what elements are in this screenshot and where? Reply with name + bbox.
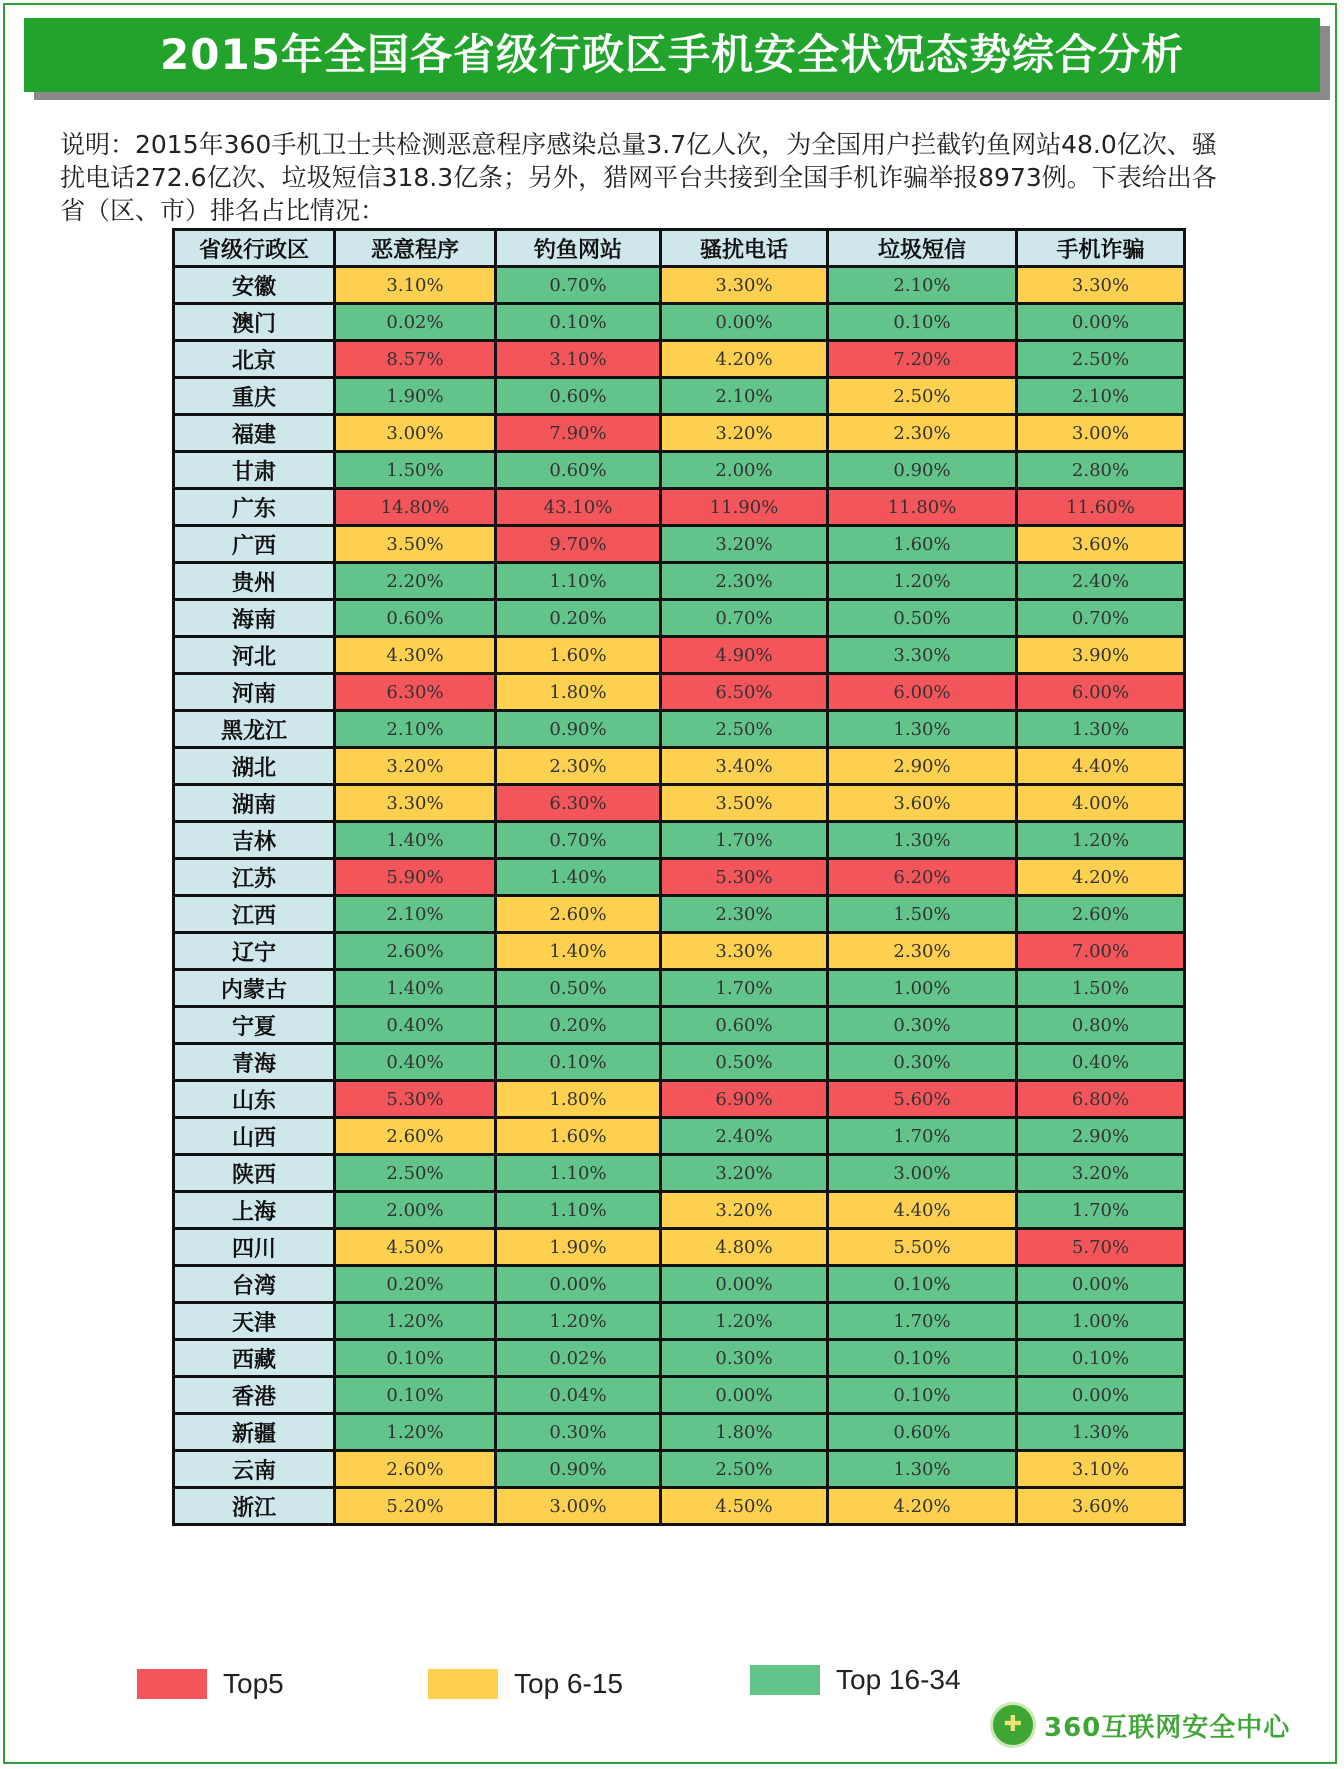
value-cell: 0.50% <box>828 600 1017 637</box>
value-cell: 4.20% <box>828 1488 1017 1525</box>
value-cell: 3.40% <box>661 748 828 785</box>
value-cell: 9.70% <box>496 526 661 563</box>
value-cell: 5.50% <box>828 1229 1017 1266</box>
value-cell: 4.20% <box>661 341 828 378</box>
province-name: 吉林 <box>174 822 335 859</box>
value-cell: 4.80% <box>661 1229 828 1266</box>
value-cell: 1.40% <box>496 933 661 970</box>
value-cell: 0.80% <box>1017 1007 1185 1044</box>
value-cell: 0.00% <box>1017 304 1185 341</box>
province-name: 台湾 <box>174 1266 335 1303</box>
value-cell: 3.20% <box>1017 1155 1185 1192</box>
province-name: 山东 <box>174 1081 335 1118</box>
value-cell: 0.60% <box>661 1007 828 1044</box>
value-cell: 5.30% <box>335 1081 496 1118</box>
table-row <box>174 1044 1185 1081</box>
value-cell: 4.20% <box>1017 859 1185 896</box>
value-cell: 4.00% <box>1017 785 1185 822</box>
value-cell: 2.30% <box>496 748 661 785</box>
value-cell: 0.30% <box>661 1340 828 1377</box>
value-cell: 2.60% <box>335 1451 496 1488</box>
value-cell: 0.90% <box>496 1451 661 1488</box>
table-row <box>174 970 1185 1007</box>
table-row <box>174 1488 1185 1525</box>
table-row <box>174 378 1185 415</box>
value-cell: 0.10% <box>828 1340 1017 1377</box>
value-cell: 0.10% <box>335 1377 496 1414</box>
value-cell: 14.80% <box>335 489 496 526</box>
province-name: 广西 <box>174 526 335 563</box>
value-cell: 1.20% <box>661 1303 828 1340</box>
table-row <box>174 1303 1185 1340</box>
value-cell: 1.80% <box>496 1081 661 1118</box>
province-name: 澳门 <box>174 304 335 341</box>
value-cell: 1.10% <box>496 1155 661 1192</box>
value-cell: 6.20% <box>828 859 1017 896</box>
table-row <box>174 489 1185 526</box>
value-cell: 0.00% <box>661 1266 828 1303</box>
value-cell: 3.90% <box>1017 637 1185 674</box>
table-row <box>174 822 1185 859</box>
value-cell: 3.10% <box>1017 1451 1185 1488</box>
value-cell: 3.10% <box>496 341 661 378</box>
value-cell: 2.60% <box>335 1118 496 1155</box>
table-row <box>174 1192 1185 1229</box>
value-cell: 3.60% <box>1017 526 1185 563</box>
table-row <box>174 563 1185 600</box>
page-title: 2015年全国各省级行政区手机安全状况态势综合分析 <box>160 30 1184 79</box>
header-spam-sms: 垃圾短信 <box>828 230 1017 267</box>
province-name: 新疆 <box>174 1414 335 1451</box>
table-row <box>174 600 1185 637</box>
value-cell: 1.70% <box>1017 1192 1185 1229</box>
value-cell: 6.80% <box>1017 1081 1185 1118</box>
table-row <box>174 452 1185 489</box>
value-cell: 2.10% <box>1017 378 1185 415</box>
value-cell: 1.30% <box>828 1451 1017 1488</box>
value-cell: 7.00% <box>1017 933 1185 970</box>
value-cell: 0.50% <box>661 1044 828 1081</box>
value-cell: 0.90% <box>828 452 1017 489</box>
header-malware: 恶意程序 <box>335 230 496 267</box>
brand-logo <box>990 1702 1290 1748</box>
value-cell: 2.50% <box>661 1451 828 1488</box>
table-row <box>174 304 1185 341</box>
value-cell: 2.10% <box>335 896 496 933</box>
table-row <box>174 1414 1185 1451</box>
province-name: 安徽 <box>174 267 335 304</box>
value-cell: 6.00% <box>1017 674 1185 711</box>
value-cell: 0.10% <box>828 1377 1017 1414</box>
value-cell: 0.50% <box>496 970 661 1007</box>
value-cell: 3.20% <box>661 1192 828 1229</box>
value-cell: 3.30% <box>335 785 496 822</box>
table-row <box>174 1340 1185 1377</box>
value-cell: 2.40% <box>1017 563 1185 600</box>
value-cell: 1.30% <box>828 711 1017 748</box>
province-name: 西藏 <box>174 1340 335 1377</box>
value-cell: 0.70% <box>1017 600 1185 637</box>
province-name: 内蒙古 <box>174 970 335 1007</box>
value-cell: 3.00% <box>496 1488 661 1525</box>
value-cell: 1.70% <box>828 1303 1017 1340</box>
value-cell: 0.10% <box>1017 1340 1185 1377</box>
value-cell: 1.20% <box>335 1303 496 1340</box>
value-cell: 0.60% <box>335 600 496 637</box>
province-name: 江苏 <box>174 859 335 896</box>
province-name: 黑龙江 <box>174 711 335 748</box>
value-cell: 0.60% <box>496 452 661 489</box>
value-cell: 1.00% <box>828 970 1017 1007</box>
value-cell: 0.00% <box>1017 1266 1185 1303</box>
value-cell: 11.90% <box>661 489 828 526</box>
description-line: 省（区、市）排名占比情况： <box>60 196 386 225</box>
province-name: 天津 <box>174 1303 335 1340</box>
description-line: 说明：2015年360手机卫士共检测恶意程序感染总量3.7亿人次，为全国用户拦截钓鱼网站48.0亿次、骚 <box>60 130 1217 159</box>
value-cell: 2.30% <box>661 896 828 933</box>
value-cell: 1.40% <box>335 970 496 1007</box>
value-cell: 0.60% <box>496 378 661 415</box>
value-cell: 5.30% <box>661 859 828 896</box>
value-cell: 0.20% <box>335 1266 496 1303</box>
value-cell: 1.50% <box>828 896 1017 933</box>
value-cell: 5.70% <box>1017 1229 1185 1266</box>
province-security-table <box>172 228 1186 1526</box>
table-row <box>174 1007 1185 1044</box>
value-cell: 6.30% <box>335 674 496 711</box>
value-cell: 3.50% <box>335 526 496 563</box>
value-cell: 0.30% <box>496 1414 661 1451</box>
description-line: 扰电话272.6亿次、垃圾短信318.3亿条；另外，猎网平台共接到全国手机诈骗举报8973例。下表给出各 <box>60 163 1217 192</box>
value-cell: 4.90% <box>661 637 828 674</box>
value-cell: 1.70% <box>661 970 828 1007</box>
value-cell: 7.20% <box>828 341 1017 378</box>
province-name: 河北 <box>174 637 335 674</box>
legend-top16-34 <box>750 1664 961 1696</box>
value-cell: 4.50% <box>661 1488 828 1525</box>
value-cell: 3.00% <box>828 1155 1017 1192</box>
table-row <box>174 637 1185 674</box>
value-cell: 1.30% <box>828 822 1017 859</box>
value-cell: 1.60% <box>496 637 661 674</box>
province-name: 河南 <box>174 674 335 711</box>
value-cell: 1.40% <box>496 859 661 896</box>
value-cell: 3.60% <box>1017 1488 1185 1525</box>
table-row <box>174 1155 1185 1192</box>
value-cell: 4.40% <box>828 1192 1017 1229</box>
value-cell: 0.00% <box>1017 1377 1185 1414</box>
value-cell: 7.90% <box>496 415 661 452</box>
legend-swatch-red <box>137 1669 207 1699</box>
value-cell: 2.60% <box>1017 896 1185 933</box>
value-cell: 0.04% <box>496 1377 661 1414</box>
legend-top6-15 <box>428 1668 623 1700</box>
header-phone-fraud: 手机诈骗 <box>1017 230 1185 267</box>
value-cell: 3.30% <box>661 267 828 304</box>
table-row <box>174 674 1185 711</box>
value-cell: 2.00% <box>335 1192 496 1229</box>
value-cell: 0.10% <box>828 304 1017 341</box>
value-cell: 8.57% <box>335 341 496 378</box>
value-cell: 0.90% <box>496 711 661 748</box>
value-cell: 3.20% <box>661 1155 828 1192</box>
value-cell: 1.20% <box>335 1414 496 1451</box>
value-cell: 1.20% <box>1017 822 1185 859</box>
value-cell: 0.20% <box>496 1007 661 1044</box>
value-cell: 6.00% <box>828 674 1017 711</box>
value-cell: 0.70% <box>496 822 661 859</box>
table-row <box>174 785 1185 822</box>
value-cell: 2.30% <box>828 933 1017 970</box>
province-name: 香港 <box>174 1377 335 1414</box>
description <box>60 128 1290 227</box>
value-cell: 0.40% <box>335 1007 496 1044</box>
value-cell: 11.80% <box>828 489 1017 526</box>
value-cell: 3.00% <box>335 415 496 452</box>
value-cell: 2.90% <box>1017 1118 1185 1155</box>
value-cell: 1.50% <box>335 452 496 489</box>
value-cell: 0.70% <box>496 267 661 304</box>
value-cell: 6.50% <box>661 674 828 711</box>
value-cell: 1.60% <box>828 526 1017 563</box>
value-cell: 2.10% <box>828 267 1017 304</box>
header-phishing: 钓鱼网站 <box>496 230 661 267</box>
province-name: 北京 <box>174 341 335 378</box>
header-harassing-calls: 骚扰电话 <box>661 230 828 267</box>
table-row <box>174 415 1185 452</box>
value-cell: 1.90% <box>496 1229 661 1266</box>
header-province: 省级行政区 <box>174 230 335 267</box>
province-name: 浙江 <box>174 1488 335 1525</box>
value-cell: 1.10% <box>496 1192 661 1229</box>
value-cell: 1.10% <box>496 563 661 600</box>
province-name: 青海 <box>174 1044 335 1081</box>
value-cell: 0.00% <box>496 1266 661 1303</box>
value-cell: 2.00% <box>661 452 828 489</box>
value-cell: 2.50% <box>1017 341 1185 378</box>
value-cell: 11.60% <box>1017 489 1185 526</box>
table-row <box>174 1377 1185 1414</box>
value-cell: 0.30% <box>828 1044 1017 1081</box>
value-cell: 2.50% <box>335 1155 496 1192</box>
value-cell: 0.02% <box>496 1340 661 1377</box>
table-row <box>174 1118 1185 1155</box>
value-cell: 2.30% <box>828 415 1017 452</box>
table-row <box>174 859 1185 896</box>
value-cell: 2.10% <box>335 711 496 748</box>
value-cell: 2.90% <box>828 748 1017 785</box>
value-cell: 0.00% <box>661 304 828 341</box>
value-cell: 2.50% <box>828 378 1017 415</box>
value-cell: 3.00% <box>1017 415 1185 452</box>
value-cell: 1.90% <box>335 378 496 415</box>
table-row <box>174 341 1185 378</box>
value-cell: 3.10% <box>335 267 496 304</box>
province-name: 辽宁 <box>174 933 335 970</box>
value-cell: 2.80% <box>1017 452 1185 489</box>
value-cell: 6.30% <box>496 785 661 822</box>
value-cell: 2.10% <box>661 378 828 415</box>
value-cell: 3.20% <box>661 526 828 563</box>
province-name: 湖南 <box>174 785 335 822</box>
table-row <box>174 526 1185 563</box>
value-cell: 3.20% <box>335 748 496 785</box>
value-cell: 0.60% <box>828 1414 1017 1451</box>
value-cell: 2.60% <box>496 896 661 933</box>
value-cell: 1.70% <box>828 1118 1017 1155</box>
table-row <box>174 896 1185 933</box>
legend-label: Top 6-15 <box>514 1668 623 1699</box>
value-cell: 1.30% <box>1017 1414 1185 1451</box>
360-logo-icon: ✚ <box>990 1702 1036 1748</box>
value-cell: 1.50% <box>1017 970 1185 1007</box>
value-cell: 1.20% <box>496 1303 661 1340</box>
table-row <box>174 1081 1185 1118</box>
brand-name: 360互联网安全中心 <box>1044 1712 1291 1743</box>
province-name: 海南 <box>174 600 335 637</box>
province-name: 重庆 <box>174 378 335 415</box>
province-name: 福建 <box>174 415 335 452</box>
province-name: 陕西 <box>174 1155 335 1192</box>
value-cell: 5.90% <box>335 859 496 896</box>
value-cell: 0.70% <box>661 600 828 637</box>
legend-swatch-green <box>750 1665 820 1695</box>
value-cell: 1.00% <box>1017 1303 1185 1340</box>
value-cell: 3.30% <box>661 933 828 970</box>
value-cell: 0.10% <box>335 1340 496 1377</box>
value-cell: 1.40% <box>335 822 496 859</box>
value-cell: 0.00% <box>661 1377 828 1414</box>
value-cell: 2.20% <box>335 563 496 600</box>
value-cell: 3.50% <box>661 785 828 822</box>
province-name: 贵州 <box>174 563 335 600</box>
legend-label: Top5 <box>223 1668 284 1699</box>
table-row <box>174 748 1185 785</box>
value-cell: 0.30% <box>828 1007 1017 1044</box>
province-name: 宁夏 <box>174 1007 335 1044</box>
province-name: 四川 <box>174 1229 335 1266</box>
province-name: 甘肃 <box>174 452 335 489</box>
value-cell: 1.20% <box>828 563 1017 600</box>
value-cell: 43.10% <box>496 489 661 526</box>
value-cell: 1.30% <box>1017 711 1185 748</box>
value-cell: 5.20% <box>335 1488 496 1525</box>
legend-swatch-yellow <box>428 1669 498 1699</box>
value-cell: 3.30% <box>1017 267 1185 304</box>
province-name: 云南 <box>174 1451 335 1488</box>
value-cell: 3.30% <box>828 637 1017 674</box>
value-cell: 0.10% <box>828 1266 1017 1303</box>
value-cell: 1.80% <box>496 674 661 711</box>
province-name: 江西 <box>174 896 335 933</box>
value-cell: 3.60% <box>828 785 1017 822</box>
value-cell: 5.60% <box>828 1081 1017 1118</box>
value-cell: 0.02% <box>335 304 496 341</box>
table-row <box>174 1451 1185 1488</box>
table-row <box>174 711 1185 748</box>
value-cell: 4.30% <box>335 637 496 674</box>
title-banner <box>24 18 1320 92</box>
legend-top5 <box>137 1668 284 1700</box>
value-cell: 2.50% <box>661 711 828 748</box>
value-cell: 0.20% <box>496 600 661 637</box>
table-row <box>174 933 1185 970</box>
value-cell: 1.80% <box>661 1414 828 1451</box>
value-cell: 1.60% <box>496 1118 661 1155</box>
province-name: 广东 <box>174 489 335 526</box>
province-name: 山西 <box>174 1118 335 1155</box>
value-cell: 3.20% <box>661 415 828 452</box>
value-cell: 1.70% <box>661 822 828 859</box>
value-cell: 6.90% <box>661 1081 828 1118</box>
province-name: 湖北 <box>174 748 335 785</box>
table-header-row <box>174 230 1185 267</box>
province-name: 上海 <box>174 1192 335 1229</box>
value-cell: 2.40% <box>661 1118 828 1155</box>
table-row <box>174 1229 1185 1266</box>
value-cell: 0.40% <box>1017 1044 1185 1081</box>
table-row <box>174 267 1185 304</box>
value-cell: 0.40% <box>335 1044 496 1081</box>
value-cell: 0.10% <box>496 1044 661 1081</box>
value-cell: 2.60% <box>335 933 496 970</box>
legend-label: Top 16-34 <box>836 1664 961 1695</box>
value-cell: 2.30% <box>661 563 828 600</box>
value-cell: 4.40% <box>1017 748 1185 785</box>
value-cell: 4.50% <box>335 1229 496 1266</box>
table-row <box>174 1266 1185 1303</box>
value-cell: 0.10% <box>496 304 661 341</box>
